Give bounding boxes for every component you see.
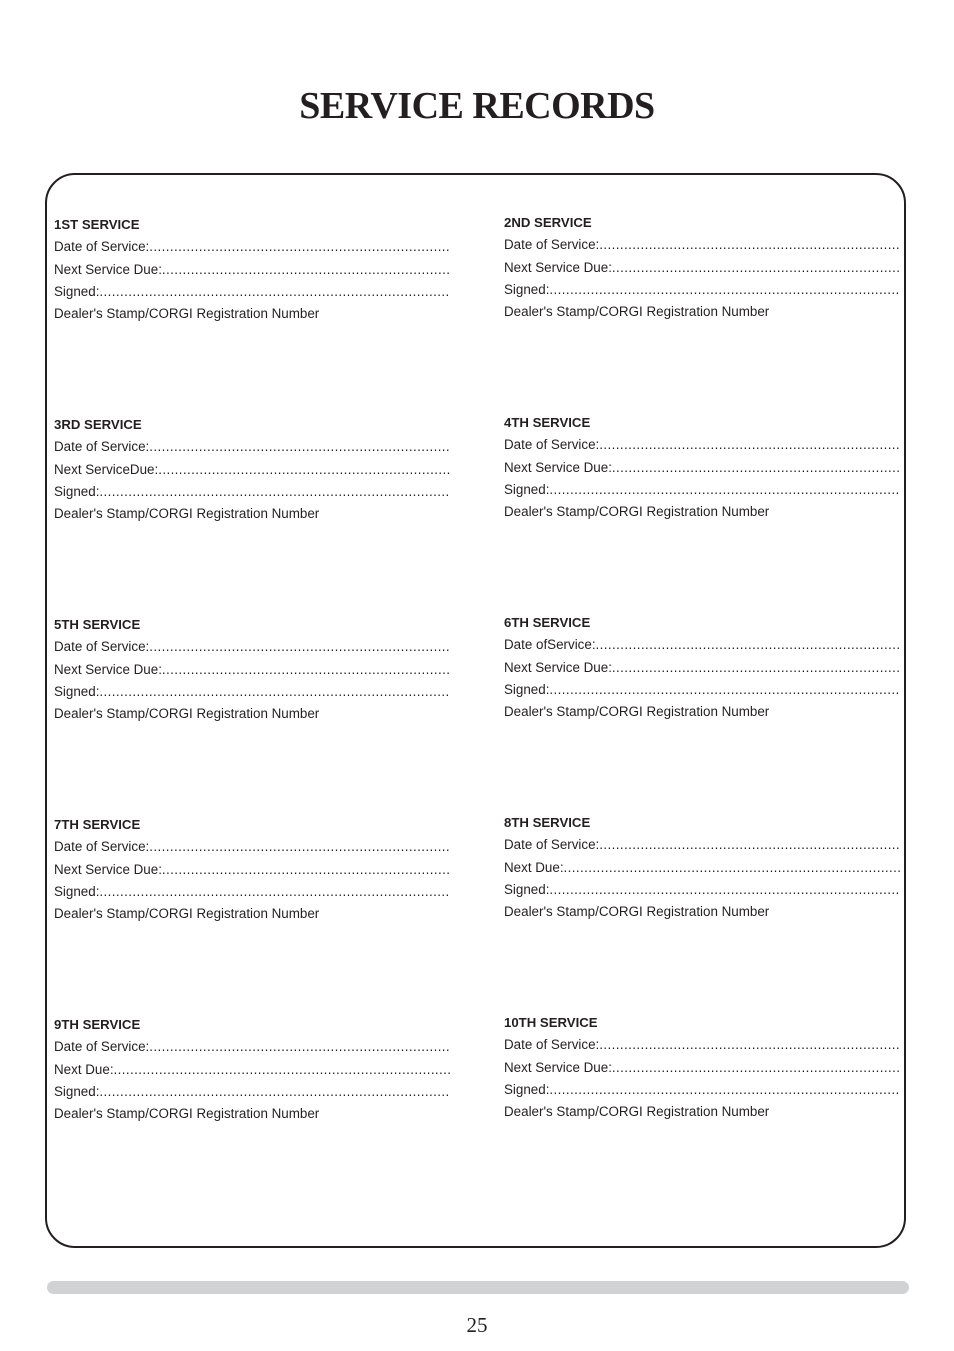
next-service-due-field[interactable] — [54, 259, 450, 281]
dotted-fill-line — [549, 479, 900, 501]
dotted-fill-line — [99, 281, 450, 303]
service-record-5 — [54, 614, 450, 725]
field-label: Date of Service: — [54, 839, 150, 855]
signed-field[interactable] — [504, 679, 900, 701]
date-of-service-field[interactable] — [504, 634, 900, 656]
dealer-stamp-label: Dealer's Stamp/CORGI Registration Number — [54, 306, 320, 322]
next-service-due-field[interactable] — [504, 657, 900, 679]
service-record-heading: 6TH SERVICE — [504, 615, 591, 630]
date-of-service-field[interactable] — [504, 834, 900, 856]
dealer-stamp-label: Dealer's Stamp/CORGI Registration Number — [54, 906, 320, 922]
dotted-fill-line — [612, 1057, 900, 1079]
date-of-service-field[interactable] — [54, 236, 450, 258]
field-label: Signed: — [504, 681, 550, 697]
field-label: Signed: — [54, 483, 100, 499]
dotted-fill-line — [99, 481, 450, 503]
service-record-heading: 2ND SERVICE — [504, 215, 592, 230]
dotted-fill-line — [149, 636, 450, 658]
dotted-fill-line — [158, 459, 450, 481]
next-service-due-field[interactable] — [504, 1057, 900, 1079]
next-service-due-field[interactable] — [54, 459, 450, 481]
field-label: Date ofService: — [504, 637, 596, 653]
field-label: Next Service Due: — [504, 659, 612, 675]
dotted-fill-line — [149, 1036, 450, 1058]
dotted-fill-line — [612, 457, 900, 479]
field-label: Signed: — [54, 683, 100, 699]
dotted-fill-line — [99, 881, 450, 903]
page-number: 25 — [466, 1313, 488, 1337]
service-record-heading: 4TH SERVICE — [504, 415, 591, 430]
dotted-fill-line — [549, 679, 900, 701]
service-record-3 — [54, 414, 450, 525]
field-label: Next Service Due: — [504, 259, 612, 275]
service-record-heading: 1ST SERVICE — [54, 217, 140, 232]
field-label: Date of Service: — [54, 639, 150, 655]
dotted-fill-line — [599, 1034, 900, 1056]
dotted-fill-line — [564, 857, 900, 879]
signed-field[interactable] — [504, 479, 900, 501]
field-label: Next Due: — [504, 859, 564, 875]
service-record-2 — [504, 212, 900, 323]
field-label: Signed: — [54, 883, 100, 899]
dotted-fill-line — [599, 234, 900, 256]
service-record-heading: 10TH SERVICE — [504, 1015, 598, 1030]
field-label: Next Service Due: — [54, 661, 162, 677]
service-record-10 — [504, 1012, 900, 1123]
dotted-fill-line — [162, 859, 450, 881]
field-label: Next Service Due: — [54, 861, 162, 877]
date-of-service-field[interactable] — [504, 234, 900, 256]
dotted-fill-line — [612, 657, 900, 679]
field-label: Date of Service: — [54, 1039, 150, 1055]
field-label: Date of Service: — [54, 439, 150, 455]
field-label: Signed: — [504, 281, 550, 297]
field-label: Next Service Due: — [504, 459, 612, 475]
field-label: Date of Service: — [504, 237, 600, 253]
dealer-stamp-label: Dealer's Stamp/CORGI Registration Number — [504, 904, 770, 920]
dotted-fill-line — [149, 236, 450, 258]
field-label: Next Service Due: — [504, 1059, 612, 1075]
dotted-fill-line — [599, 834, 900, 856]
field-label: Next Service Due: — [54, 261, 162, 277]
date-of-service-field[interactable] — [54, 436, 450, 458]
dealer-stamp-label: Dealer's Stamp/CORGI Registration Number — [504, 504, 770, 520]
signed-field[interactable] — [504, 879, 900, 901]
field-label: Next Due: — [54, 1061, 114, 1077]
dotted-fill-line — [114, 1059, 450, 1081]
signed-field[interactable] — [54, 681, 450, 703]
signed-field[interactable] — [54, 881, 450, 903]
next-service-due-field[interactable] — [54, 859, 450, 881]
dotted-fill-line — [99, 681, 450, 703]
service-record-heading: 8TH SERVICE — [504, 815, 591, 830]
page-title: SERVICE RECORDS — [299, 85, 655, 127]
date-of-service-field[interactable] — [504, 434, 900, 456]
date-of-service-field[interactable] — [504, 1034, 900, 1056]
footer-divider-bar — [47, 1281, 909, 1294]
service-record-9 — [54, 1014, 450, 1125]
field-label: Date of Service: — [504, 837, 600, 853]
dealer-stamp-label: Dealer's Stamp/CORGI Registration Number — [504, 1104, 770, 1120]
date-of-service-field[interactable] — [54, 636, 450, 658]
next-service-due-field[interactable] — [504, 257, 900, 279]
dotted-fill-line — [149, 836, 450, 858]
service-record-heading: 7TH SERVICE — [54, 817, 141, 832]
dotted-fill-line — [612, 257, 900, 279]
field-label: Signed: — [54, 283, 100, 299]
service-record-6 — [504, 612, 900, 723]
signed-field[interactable] — [54, 281, 450, 303]
dotted-fill-line — [162, 259, 450, 281]
signed-field[interactable] — [54, 1081, 450, 1103]
service-record-heading: 3RD SERVICE — [54, 417, 142, 432]
dealer-stamp-label: Dealer's Stamp/CORGI Registration Number — [54, 706, 320, 722]
dealer-stamp-label: Dealer's Stamp/CORGI Registration Number — [504, 704, 770, 720]
date-of-service-field[interactable] — [54, 836, 450, 858]
service-record-heading: 9TH SERVICE — [54, 1017, 141, 1032]
dealer-stamp-label: Dealer's Stamp/CORGI Registration Number — [54, 506, 320, 522]
field-label: Signed: — [504, 881, 550, 897]
service-record-7 — [54, 814, 450, 925]
service-record-1 — [54, 214, 450, 325]
dotted-fill-line — [596, 634, 900, 656]
service-record-heading: 5TH SERVICE — [54, 617, 141, 632]
signed-field[interactable] — [504, 279, 900, 301]
dealer-stamp-label: Dealer's Stamp/CORGI Registration Number — [54, 1106, 320, 1122]
field-label: Signed: — [54, 1083, 100, 1099]
dealer-stamp-label: Dealer's Stamp/CORGI Registration Number — [504, 304, 770, 320]
field-label: Date of Service: — [54, 239, 150, 255]
next-service-due-field[interactable] — [54, 1059, 450, 1081]
signed-field[interactable] — [54, 481, 450, 503]
field-label: Next ServiceDue: — [54, 461, 159, 477]
dotted-fill-line — [162, 659, 450, 681]
dotted-fill-line — [549, 879, 900, 901]
service-record-4 — [504, 412, 900, 523]
field-label: Signed: — [504, 481, 550, 497]
dotted-fill-line — [149, 436, 450, 458]
dotted-fill-line — [99, 1081, 450, 1103]
next-service-due-field[interactable] — [54, 659, 450, 681]
date-of-service-field[interactable] — [54, 1036, 450, 1058]
signed-field[interactable] — [504, 1079, 900, 1101]
next-service-due-field[interactable] — [504, 857, 900, 879]
dotted-fill-line — [599, 434, 900, 456]
field-label: Date of Service: — [504, 1037, 600, 1053]
field-label: Date of Service: — [504, 437, 600, 453]
dotted-fill-line — [549, 279, 900, 301]
field-label: Signed: — [504, 1081, 550, 1097]
service-record-8 — [504, 812, 900, 923]
dotted-fill-line — [549, 1079, 900, 1101]
next-service-due-field[interactable] — [504, 457, 900, 479]
